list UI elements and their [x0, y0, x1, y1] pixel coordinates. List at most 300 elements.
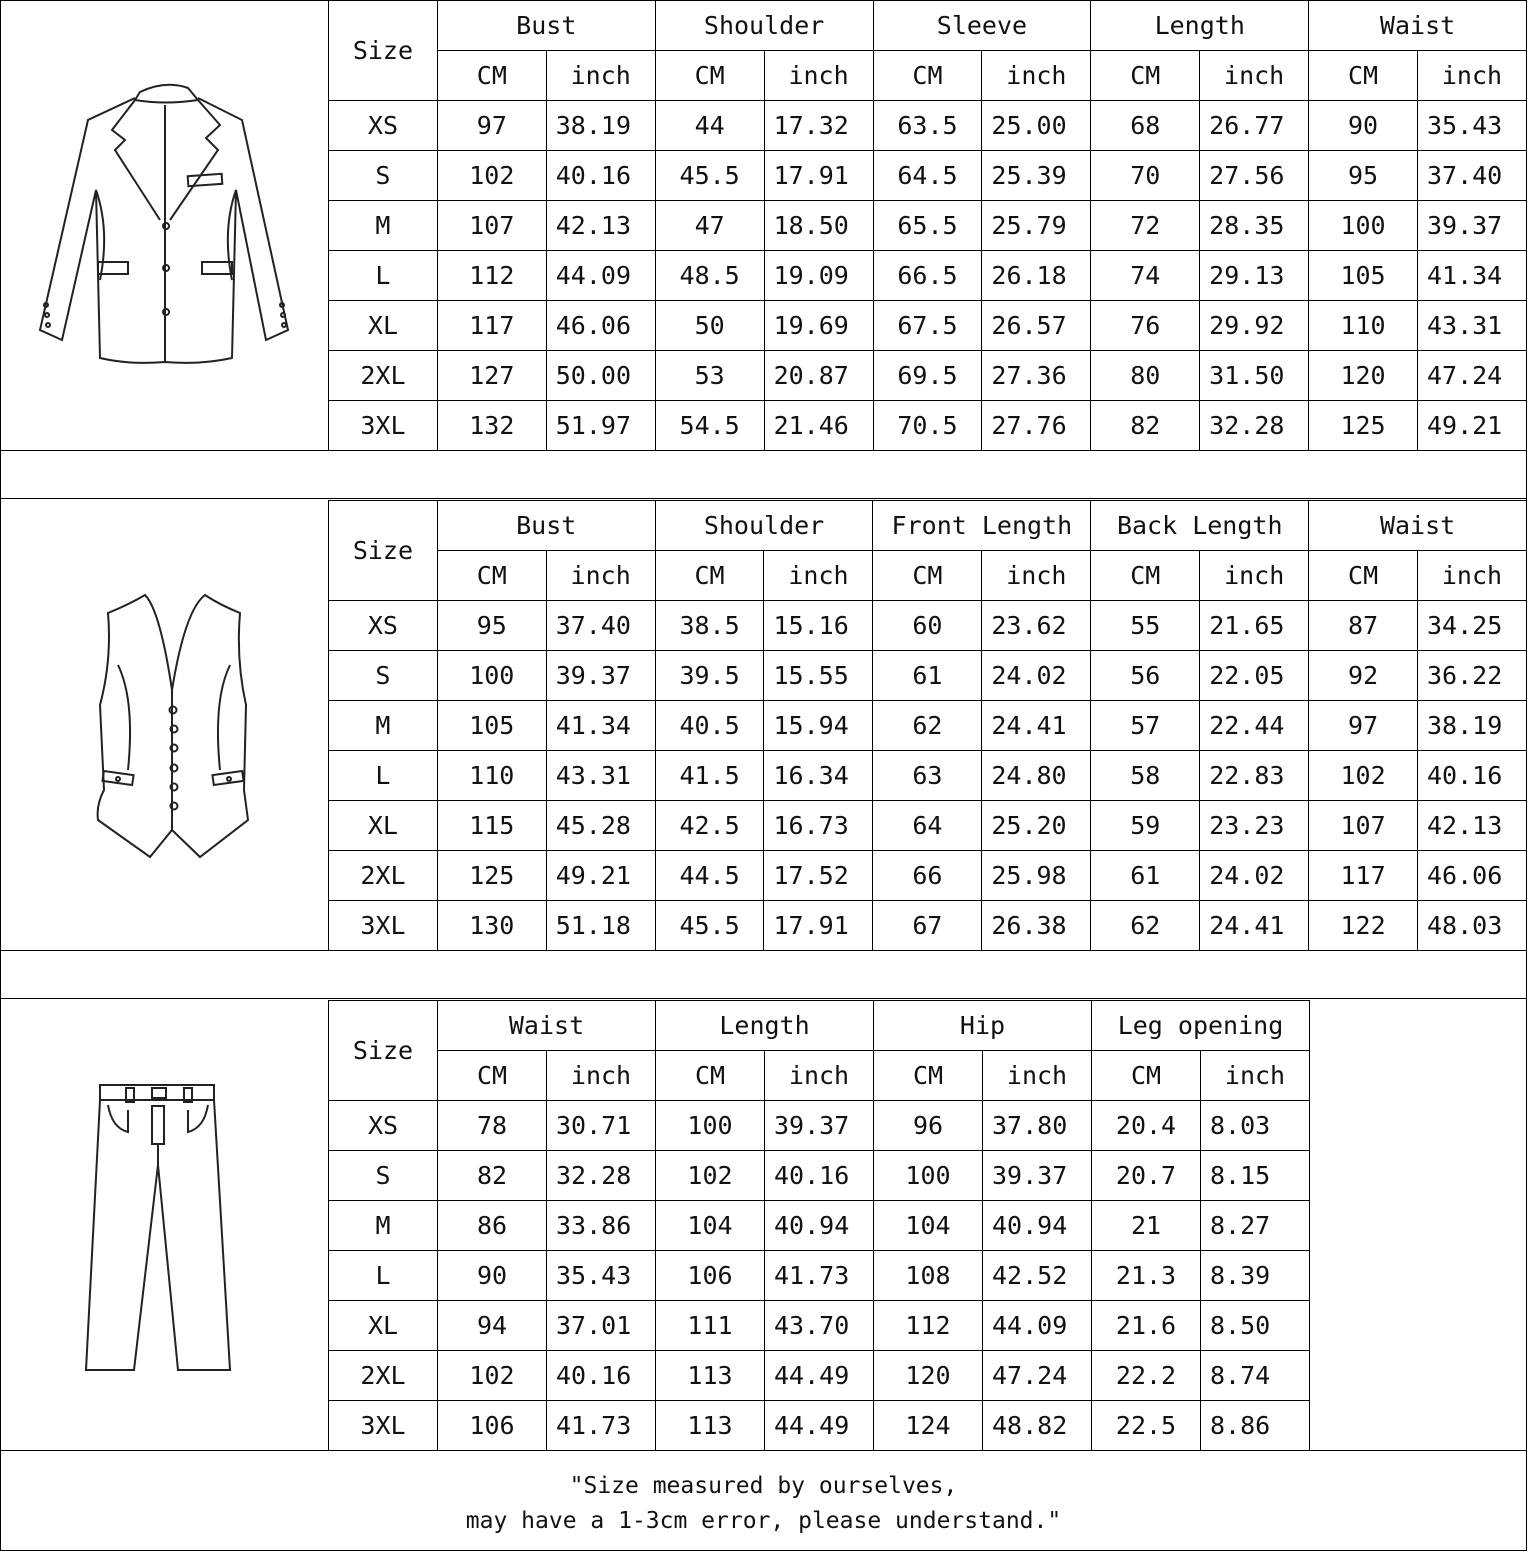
value-cell: 102 [1309, 751, 1418, 801]
value-cell: 39.5 [655, 651, 764, 701]
size-cell: XS [329, 1101, 438, 1151]
value-cell: 130 [437, 901, 546, 951]
table-row [329, 701, 1527, 751]
value-cell: 44.49 [765, 1351, 874, 1401]
value-cell: 72 [1091, 201, 1200, 251]
value-cell: 41.34 [546, 701, 655, 751]
value-cell: 106 [438, 1401, 547, 1451]
value-cell: 8.50 [1201, 1301, 1310, 1351]
value-cell: 36.22 [1417, 651, 1526, 701]
unit-inch-header: inch [1417, 551, 1526, 601]
table-row [329, 151, 1527, 201]
value-cell: 62 [1091, 901, 1200, 951]
size-cell: 3XL [329, 1401, 438, 1451]
value-cell: 59 [1091, 801, 1200, 851]
value-cell: 102 [438, 1351, 547, 1401]
value-cell: 64.5 [873, 151, 982, 201]
value-cell: 132 [437, 401, 546, 451]
vest-icon [0, 500, 328, 951]
value-cell: 20.4 [1092, 1101, 1201, 1151]
unit-cm-header: CM [1092, 1051, 1201, 1101]
value-cell: 107 [437, 201, 546, 251]
value-cell: 37.01 [547, 1301, 656, 1351]
value-cell: 19.69 [764, 301, 873, 351]
value-cell: 37.40 [1417, 151, 1526, 201]
value-cell: 25.98 [982, 851, 1091, 901]
value-cell: 51.18 [546, 901, 655, 951]
note-line-2: may have a 1-3cm error, please understand." [465, 1508, 1062, 1534]
group-header: Back Length [1091, 501, 1309, 551]
value-cell: 17.32 [764, 101, 873, 151]
value-cell: 54.5 [655, 401, 764, 451]
value-cell: 106 [656, 1251, 765, 1301]
group-header: Length [656, 1001, 874, 1051]
value-cell: 39.37 [765, 1101, 874, 1151]
value-cell: 125 [437, 851, 546, 901]
value-cell: 102 [656, 1151, 765, 1201]
value-cell: 42.5 [655, 801, 764, 851]
unit-inch-header: inch [764, 51, 873, 101]
unit-cm-header: CM [1091, 51, 1200, 101]
value-cell: 8.86 [1201, 1401, 1310, 1451]
value-cell: 122 [1309, 901, 1418, 951]
value-cell: 24.41 [982, 701, 1091, 751]
measurement-note [0, 1450, 1527, 1551]
table-row [329, 601, 1527, 651]
value-cell: 110 [1309, 301, 1418, 351]
table-row [329, 651, 1527, 701]
value-cell: 16.34 [764, 751, 873, 801]
size-header: Size [329, 501, 438, 601]
value-cell: 120 [1309, 351, 1418, 401]
value-cell: 46.06 [1417, 851, 1526, 901]
value-cell: 100 [1309, 201, 1418, 251]
value-cell: 22.44 [1200, 701, 1309, 751]
value-cell: 113 [656, 1351, 765, 1401]
value-cell: 25.79 [982, 201, 1091, 251]
value-cell: 41.5 [655, 751, 764, 801]
value-cell: 17.52 [764, 851, 873, 901]
value-cell: 127 [437, 351, 546, 401]
value-cell: 45.5 [655, 901, 764, 951]
unit-inch-header: inch [982, 51, 1091, 101]
value-cell: 95 [437, 601, 546, 651]
value-cell: 107 [1309, 801, 1418, 851]
value-cell: 38.19 [1417, 701, 1526, 751]
value-cell: 46.06 [546, 301, 655, 351]
value-cell: 16.73 [764, 801, 873, 851]
value-cell: 100 [437, 651, 546, 701]
value-cell: 43.70 [765, 1301, 874, 1351]
value-cell: 65.5 [873, 201, 982, 251]
size-header: Size [329, 1, 438, 101]
table-row [329, 201, 1527, 251]
group-header: Bust [437, 501, 655, 551]
value-cell: 25.20 [982, 801, 1091, 851]
table-row [329, 751, 1527, 801]
unit-cm-header: CM [655, 51, 764, 101]
group-header: Waist [1309, 501, 1527, 551]
jacket-illustration [0, 0, 328, 451]
table-row [329, 1401, 1310, 1451]
value-cell: 55 [1091, 601, 1200, 651]
value-cell: 38.5 [655, 601, 764, 651]
vest-size-table [328, 500, 1527, 951]
unit-cm-header: CM [1309, 551, 1418, 601]
value-cell: 40.5 [655, 701, 764, 751]
value-cell: 67.5 [873, 301, 982, 351]
value-cell: 57 [1091, 701, 1200, 751]
value-cell: 94 [438, 1301, 547, 1351]
table-row [329, 1201, 1310, 1251]
value-cell: 8.03 [1201, 1101, 1310, 1151]
value-cell: 28.35 [1200, 201, 1309, 251]
value-cell: 35.43 [547, 1251, 656, 1301]
value-cell: 15.16 [764, 601, 873, 651]
group-header: Hip [874, 1001, 1092, 1051]
header-row-groups [329, 1, 1527, 51]
size-cell: L [329, 251, 438, 301]
value-cell: 87 [1309, 601, 1418, 651]
value-cell: 42.13 [1417, 801, 1526, 851]
value-cell: 48.5 [655, 251, 764, 301]
unit-cm-header: CM [437, 51, 546, 101]
value-cell: 29.92 [1200, 301, 1309, 351]
value-cell: 20.7 [1092, 1151, 1201, 1201]
unit-cm-header: CM [873, 551, 982, 601]
value-cell: 47.24 [983, 1351, 1092, 1401]
table-row [329, 401, 1527, 451]
value-cell: 51.97 [546, 401, 655, 451]
table-row [329, 251, 1527, 301]
value-cell: 27.56 [1200, 151, 1309, 201]
value-cell: 112 [437, 251, 546, 301]
value-cell: 30.71 [547, 1101, 656, 1151]
unit-cm-header: CM [874, 1051, 983, 1101]
value-cell: 40.94 [765, 1201, 874, 1251]
value-cell: 66 [873, 851, 982, 901]
value-cell: 24.41 [1200, 901, 1309, 951]
section-spacer [0, 950, 1527, 999]
unit-inch-header: inch [1201, 1051, 1310, 1101]
note-line-1: "Size measured by ourselves, [569, 1473, 958, 1499]
table-row [329, 801, 1527, 851]
group-header: Sleeve [873, 1, 1091, 51]
unit-cm-header: CM [438, 1051, 547, 1101]
unit-inch-header: inch [764, 551, 873, 601]
value-cell: 31.50 [1200, 351, 1309, 401]
value-cell: 66.5 [873, 251, 982, 301]
value-cell: 97 [437, 101, 546, 151]
value-cell: 25.39 [982, 151, 1091, 201]
value-cell: 41.34 [1417, 251, 1526, 301]
table-row [329, 1151, 1310, 1201]
value-cell: 26.77 [1200, 101, 1309, 151]
value-cell: 40.94 [983, 1201, 1092, 1251]
size-cell: XL [329, 1301, 438, 1351]
pants-icon [0, 1000, 328, 1451]
unit-inch-header: inch [547, 1051, 656, 1101]
value-cell: 40.16 [547, 1351, 656, 1401]
header-row-groups [329, 501, 1527, 551]
value-cell: 39.37 [983, 1151, 1092, 1201]
size-cell: L [329, 1251, 438, 1301]
table-row [329, 101, 1527, 151]
value-cell: 8.39 [1201, 1251, 1310, 1301]
unit-inch-header: inch [983, 1051, 1092, 1101]
value-cell: 33.86 [547, 1201, 656, 1251]
value-cell: 96 [874, 1101, 983, 1151]
value-cell: 24.02 [1200, 851, 1309, 901]
value-cell: 70.5 [873, 401, 982, 451]
value-cell: 8.27 [1201, 1201, 1310, 1251]
group-header: Bust [437, 1, 655, 51]
value-cell: 27.76 [982, 401, 1091, 451]
value-cell: 58 [1091, 751, 1200, 801]
group-header: Front Length [873, 501, 1091, 551]
size-cell: 2XL [329, 351, 438, 401]
value-cell: 44.49 [765, 1401, 874, 1451]
value-cell: 42.52 [983, 1251, 1092, 1301]
size-cell: S [329, 1151, 438, 1201]
value-cell: 15.55 [764, 651, 873, 701]
value-cell: 47.24 [1417, 351, 1526, 401]
value-cell: 43.31 [1417, 301, 1526, 351]
value-cell: 8.15 [1201, 1151, 1310, 1201]
value-cell: 20.87 [764, 351, 873, 401]
value-cell: 18.50 [764, 201, 873, 251]
value-cell: 117 [437, 301, 546, 351]
value-cell: 44.5 [655, 851, 764, 901]
value-cell: 70 [1091, 151, 1200, 201]
value-cell: 40.16 [765, 1151, 874, 1201]
unit-inch-header: inch [1200, 51, 1309, 101]
value-cell: 32.28 [547, 1151, 656, 1201]
value-cell: 64 [873, 801, 982, 851]
unit-cm-header: CM [1309, 51, 1418, 101]
blazer-icon [0, 0, 328, 451]
value-cell: 108 [874, 1251, 983, 1301]
value-cell: 17.91 [764, 901, 873, 951]
value-cell: 41.73 [765, 1251, 874, 1301]
value-cell: 17.91 [764, 151, 873, 201]
jacket-size-table [328, 0, 1527, 451]
size-cell: S [329, 651, 438, 701]
value-cell: 82 [438, 1151, 547, 1201]
value-cell: 100 [656, 1101, 765, 1151]
vest-size-block [0, 500, 1527, 951]
value-cell: 62 [873, 701, 982, 751]
value-cell: 22.83 [1200, 751, 1309, 801]
value-cell: 125 [1309, 401, 1418, 451]
value-cell: 27.36 [982, 351, 1091, 401]
value-cell: 39.37 [1417, 201, 1526, 251]
size-cell: M [329, 701, 438, 751]
size-cell: 3XL [329, 901, 438, 951]
value-cell: 22.05 [1200, 651, 1309, 701]
unit-cm-header: CM [655, 551, 764, 601]
value-cell: 76 [1091, 301, 1200, 351]
size-cell: XL [329, 301, 438, 351]
value-cell: 48.82 [983, 1401, 1092, 1451]
pants-size-block [0, 1000, 1527, 1451]
unit-cm-header: CM [437, 551, 546, 601]
value-cell: 45.28 [546, 801, 655, 851]
value-cell: 8.74 [1201, 1351, 1310, 1401]
group-header: Waist [1309, 1, 1527, 51]
value-cell: 82 [1091, 401, 1200, 451]
size-cell: 3XL [329, 401, 438, 451]
value-cell: 29.13 [1200, 251, 1309, 301]
group-header: Shoulder [655, 1, 873, 51]
value-cell: 24.80 [982, 751, 1091, 801]
section-spacer [0, 450, 1527, 499]
unit-inch-header: inch [546, 551, 655, 601]
value-cell: 104 [874, 1201, 983, 1251]
unit-inch-header: inch [546, 51, 655, 101]
value-cell: 35.43 [1417, 101, 1526, 151]
value-cell: 60 [873, 601, 982, 651]
value-cell: 45.5 [655, 151, 764, 201]
group-header: Waist [438, 1001, 656, 1051]
vest-illustration [0, 500, 328, 951]
value-cell: 19.09 [764, 251, 873, 301]
value-cell: 115 [437, 801, 546, 851]
unit-inch-header: inch [1417, 51, 1526, 101]
value-cell: 25.00 [982, 101, 1091, 151]
size-cell: XL [329, 801, 438, 851]
value-cell: 50 [655, 301, 764, 351]
value-cell: 44.09 [546, 251, 655, 301]
value-cell: 37.80 [983, 1101, 1092, 1151]
value-cell: 21.3 [1092, 1251, 1201, 1301]
value-cell: 39.37 [546, 651, 655, 701]
value-cell: 38.19 [546, 101, 655, 151]
value-cell: 23.23 [1200, 801, 1309, 851]
table-row [329, 901, 1527, 951]
value-cell: 50.00 [546, 351, 655, 401]
value-cell: 23.62 [982, 601, 1091, 651]
size-cell: XS [329, 101, 438, 151]
value-cell: 100 [874, 1151, 983, 1201]
size-cell: L [329, 751, 438, 801]
value-cell: 61 [873, 651, 982, 701]
value-cell: 56 [1091, 651, 1200, 701]
unit-inch-header: inch [982, 551, 1091, 601]
value-cell: 63 [873, 751, 982, 801]
value-cell: 67 [873, 901, 982, 951]
value-cell: 95 [1309, 151, 1418, 201]
group-header: Shoulder [655, 501, 873, 551]
header-row-units [329, 551, 1527, 601]
value-cell: 92 [1309, 651, 1418, 701]
value-cell: 21.65 [1200, 601, 1309, 651]
value-cell: 22.5 [1092, 1401, 1201, 1451]
unit-cm-header: CM [1091, 551, 1200, 601]
table-row [329, 1101, 1310, 1151]
value-cell: 47 [655, 201, 764, 251]
value-cell: 26.38 [982, 901, 1091, 951]
value-cell: 42.13 [546, 201, 655, 251]
value-cell: 112 [874, 1301, 983, 1351]
unit-inch-header: inch [765, 1051, 874, 1101]
size-cell: XS [329, 601, 438, 651]
header-row-units [329, 51, 1527, 101]
value-cell: 22.2 [1092, 1351, 1201, 1401]
value-cell: 21 [1092, 1201, 1201, 1251]
value-cell: 34.25 [1417, 601, 1526, 651]
value-cell: 15.94 [764, 701, 873, 751]
value-cell: 40.16 [1417, 751, 1526, 801]
value-cell: 117 [1309, 851, 1418, 901]
value-cell: 26.18 [982, 251, 1091, 301]
value-cell: 24.02 [982, 651, 1091, 701]
value-cell: 90 [438, 1251, 547, 1301]
value-cell: 120 [874, 1351, 983, 1401]
table-row [329, 1301, 1310, 1351]
header-row-units [329, 1051, 1310, 1101]
table-row [329, 1251, 1310, 1301]
value-cell: 105 [437, 701, 546, 751]
value-cell: 49.21 [1417, 401, 1526, 451]
unit-cm-header: CM [873, 51, 982, 101]
value-cell: 68 [1091, 101, 1200, 151]
pants-illustration [0, 1000, 328, 1451]
value-cell: 32.28 [1200, 401, 1309, 451]
value-cell: 69.5 [873, 351, 982, 401]
unit-inch-header: inch [1200, 551, 1309, 601]
header-row-groups [329, 1001, 1310, 1051]
size-cell: M [329, 1201, 438, 1251]
size-header: Size [329, 1001, 438, 1101]
table-row [329, 301, 1527, 351]
table-row [329, 851, 1527, 901]
value-cell: 21.6 [1092, 1301, 1201, 1351]
value-cell: 26.57 [982, 301, 1091, 351]
value-cell: 48.03 [1417, 901, 1526, 951]
value-cell: 53 [655, 351, 764, 401]
value-cell: 86 [438, 1201, 547, 1251]
size-cell: 2XL [329, 851, 438, 901]
value-cell: 21.46 [764, 401, 873, 451]
value-cell: 44 [655, 101, 764, 151]
value-cell: 78 [438, 1101, 547, 1151]
value-cell: 110 [437, 751, 546, 801]
size-cell: M [329, 201, 438, 251]
value-cell: 49.21 [546, 851, 655, 901]
table-row [329, 1351, 1310, 1401]
size-cell: S [329, 151, 438, 201]
value-cell: 80 [1091, 351, 1200, 401]
value-cell: 74 [1091, 251, 1200, 301]
value-cell: 102 [437, 151, 546, 201]
value-cell: 104 [656, 1201, 765, 1251]
pants-size-table [328, 1000, 1310, 1451]
value-cell: 90 [1309, 101, 1418, 151]
value-cell: 40.16 [546, 151, 655, 201]
group-header: Leg opening [1092, 1001, 1310, 1051]
value-cell: 37.40 [546, 601, 655, 651]
value-cell: 61 [1091, 851, 1200, 901]
unit-cm-header: CM [656, 1051, 765, 1101]
value-cell: 105 [1309, 251, 1418, 301]
value-cell: 113 [656, 1401, 765, 1451]
value-cell: 124 [874, 1401, 983, 1451]
value-cell: 97 [1309, 701, 1418, 751]
size-cell: 2XL [329, 1351, 438, 1401]
group-header: Length [1091, 1, 1309, 51]
table-row [329, 351, 1527, 401]
